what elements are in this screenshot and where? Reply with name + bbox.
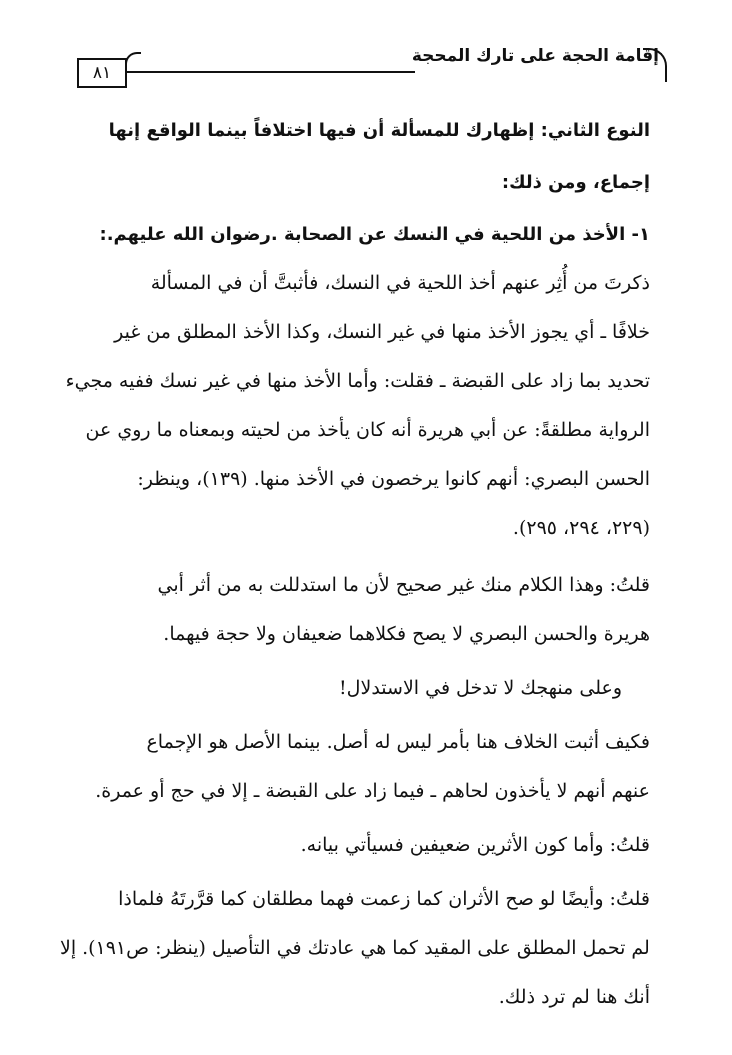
text-line: إجماع، ومن ذلك: <box>501 172 650 193</box>
text-line: (٢٢٩، ٢٩٤، ٢٩٥). <box>512 517 650 539</box>
header-frame-left <box>125 52 141 74</box>
text-line: عنهم أنهم لا يأخذون لحاهم ـ فيما زاد على القبضة ـ إلا في حج أو عمرة. <box>95 780 650 802</box>
text-line: لم تحمل المطلق على المقيد كما هي عادتك في التأصيل (ينظر: ص١٩١). إلا <box>60 937 650 959</box>
section-heading: ١- الأخذ من اللحية في النسك عن الصحابة .رضوان الله عليهم.: <box>99 224 650 245</box>
text-line: الحسن البصري: أنهم كانوا يرخصون في الأخذ منها. (١٣٩)، وينظر: <box>137 468 650 490</box>
text-line: تحديد بما زاد على القبضة ـ فقلت: وأما الأخذ منها في غير نسك ففيه مجيء <box>65 370 650 392</box>
text-line: فكيف أثبت الخلاف هنا بأمر ليس له أصل. بينما الأصل هو الإجماع <box>146 731 650 753</box>
text-line: الرواية مطلقةً: عن أبي هريرة أنه كان يأخذ من لحيته وبمعناه ما روي عن <box>85 419 650 441</box>
text-line: وعلى منهجك لا تدخل في الاستدلال! <box>339 677 622 699</box>
page-number: ٨١ <box>77 58 127 88</box>
text-line: النوع الثاني: إظهارك للمسألة أن فيها اختلافاً بينما الواقع إنها <box>108 120 650 141</box>
text-line: هريرة والحسن البصري لا يصح فكلاهما ضعيفان ولا حجة فيهما. <box>163 623 650 645</box>
text-line: أنك هنا لم ترد ذلك. <box>498 986 650 1008</box>
header-rule <box>126 71 415 73</box>
text-line: قلتُ: وأما كون الأثرين ضعيفين فسيأتي بيانه. <box>300 834 650 856</box>
text-line: قلتُ: وأيضًا لو صح الأثران كما زعمت فهما مطلقان كما قرَّرتَهُ فلماذا <box>118 888 650 910</box>
text-line: قلتُ: وهذا الكلام منك غير صحيح لأن ما استدللت به من أثر أبي <box>157 574 650 596</box>
running-header-title: إقامة الحجة على تارك المحجة <box>411 46 659 66</box>
text-line: ذكرتَ من أُثِر عنهم أخذ اللحية في النسك، فأثبتَّ أن في المسألة <box>150 272 650 294</box>
text-line: خلافًا ـ أي يجوز الأخذ منها في غير النسك، وكذا الأخذ المطلق من غير <box>114 321 650 343</box>
